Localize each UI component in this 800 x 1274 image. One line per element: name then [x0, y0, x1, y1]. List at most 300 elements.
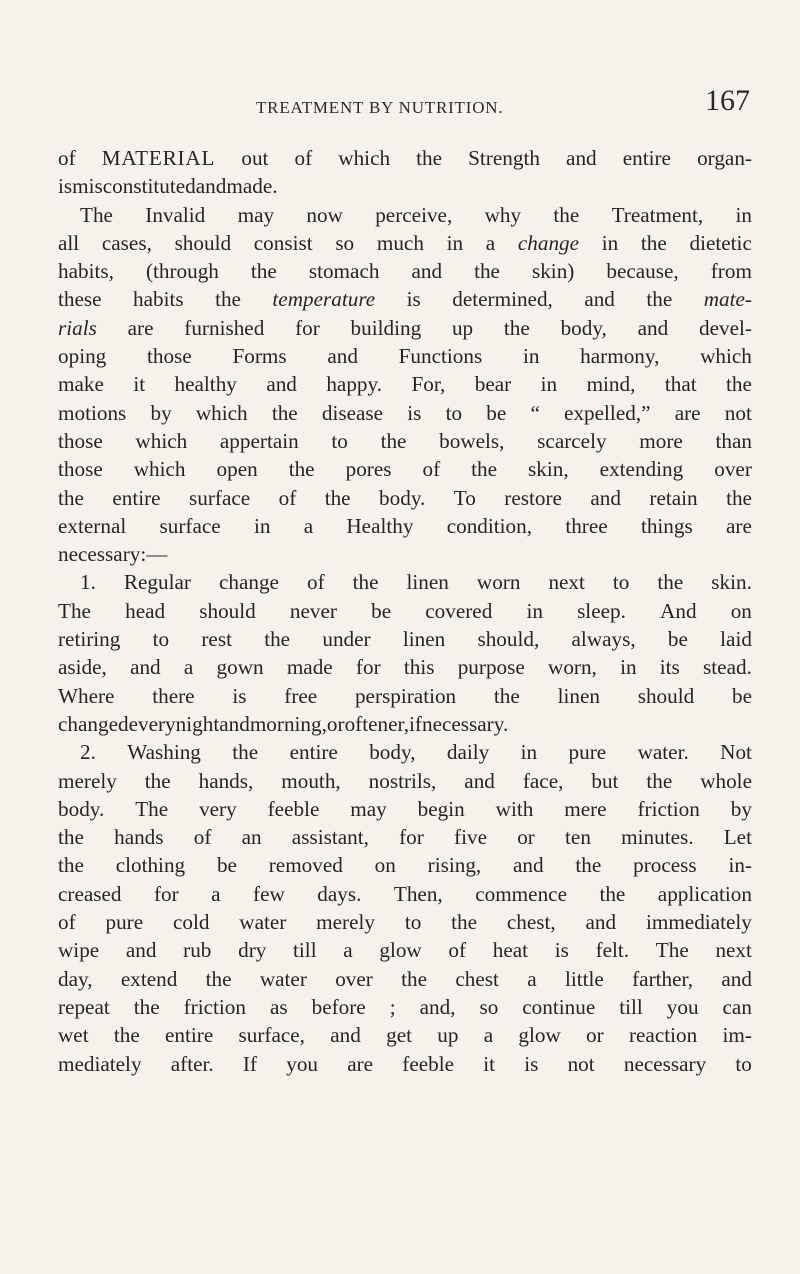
word: those [146, 344, 192, 369]
word: process [633, 853, 697, 878]
word: be [216, 853, 237, 878]
word: there [152, 683, 195, 708]
word: to [445, 400, 463, 425]
word: pure [568, 740, 607, 765]
word: and [195, 174, 227, 199]
word: face, [522, 768, 564, 793]
word: by [150, 400, 172, 425]
word: pure [105, 910, 144, 935]
text-line [58, 484, 752, 512]
word: with [495, 796, 534, 821]
word: next [715, 938, 752, 963]
word: in [601, 230, 619, 255]
word: change [218, 570, 279, 595]
word: extend [120, 966, 178, 991]
word: ten [565, 825, 591, 850]
word: till [619, 994, 643, 1019]
word: worn, [548, 655, 597, 680]
word: body. [58, 796, 105, 821]
word: rub [183, 938, 212, 963]
word: continue [522, 994, 596, 1019]
text-line [58, 399, 752, 427]
word: the [288, 457, 315, 482]
text-line [58, 710, 752, 738]
word: oping [58, 344, 107, 369]
text-line [58, 625, 752, 653]
text-line [58, 512, 752, 540]
word: you [286, 1051, 318, 1076]
word: it [483, 1051, 496, 1076]
word: the [113, 1023, 140, 1048]
word: determined, [452, 287, 553, 312]
word: creased [58, 881, 122, 906]
word: all [58, 230, 80, 255]
word: removed [268, 853, 343, 878]
text-line [58, 257, 752, 285]
word: on [730, 598, 752, 623]
word: friction [637, 796, 700, 821]
word: devel- [698, 315, 752, 340]
word: head [125, 598, 166, 623]
word: which [338, 146, 391, 170]
word: can [722, 994, 752, 1019]
word: constituted [102, 174, 196, 199]
word: building [350, 315, 422, 340]
word: water. [637, 740, 689, 765]
word: or [586, 1023, 604, 1048]
word: linen [406, 570, 449, 595]
word: immediately [645, 910, 752, 935]
word: things [640, 513, 693, 538]
word: the [646, 287, 673, 312]
page-header [58, 82, 750, 132]
word: the [493, 683, 520, 708]
word: is [406, 287, 421, 312]
word: extending [599, 457, 684, 482]
word: and [464, 768, 495, 793]
word: its [659, 655, 680, 680]
word: and [637, 315, 669, 340]
word: days. [317, 881, 362, 906]
word: mere [564, 796, 607, 821]
word: im- [722, 1023, 752, 1048]
word: worn [476, 570, 521, 595]
word: MATERIAL [101, 146, 216, 170]
word: much [376, 230, 424, 255]
word: Strength [468, 146, 540, 170]
word: bowels, [439, 428, 505, 453]
word: made [286, 655, 333, 680]
word: furnished [184, 315, 265, 340]
word: the [58, 853, 84, 878]
page-number: 167 [705, 84, 750, 117]
word: is [524, 1051, 539, 1076]
word: necessary [58, 542, 141, 567]
word: necessary [623, 1051, 707, 1076]
word: bear [474, 372, 512, 397]
word: which [195, 400, 248, 425]
word: disease [321, 400, 384, 425]
text-line [58, 767, 752, 795]
word: but [591, 768, 619, 793]
text-line [58, 342, 752, 370]
word: the [324, 485, 351, 510]
word: after. [170, 1051, 214, 1076]
word: always, [571, 627, 636, 652]
word: morning, [249, 711, 327, 736]
word: Where [58, 683, 115, 708]
word: mouth, [281, 768, 341, 793]
word: of [58, 910, 76, 935]
word: application [657, 881, 752, 906]
word: and [219, 711, 250, 736]
word: linen [557, 683, 600, 708]
text-line [58, 993, 752, 1021]
word: so [479, 994, 499, 1019]
text-line [58, 936, 752, 964]
word: expelled,” [564, 400, 651, 425]
word: external [58, 513, 127, 538]
word: assistant, [291, 825, 369, 850]
word: entire [622, 146, 671, 170]
word: are [674, 400, 701, 425]
running-head: TREATMENT BY NUTRITION. [256, 98, 504, 117]
word: those [58, 457, 103, 482]
word: be [667, 627, 688, 652]
word: the [264, 627, 291, 652]
word: and [513, 853, 544, 878]
word: commence [475, 881, 567, 906]
word: the [58, 825, 84, 850]
text-line [58, 795, 752, 823]
text-line [58, 144, 752, 172]
word: body, [369, 740, 416, 765]
word: heat [492, 938, 529, 963]
word: and [327, 344, 358, 369]
word: a [527, 966, 537, 991]
word: are [726, 513, 752, 538]
word: The [58, 598, 91, 623]
word: day, [58, 966, 93, 991]
word: it [133, 372, 146, 397]
word: Let [723, 825, 752, 850]
word: stomach [308, 259, 380, 284]
word: clothing [115, 853, 186, 878]
word: linen [402, 627, 446, 652]
word: you [666, 994, 699, 1019]
word: for [295, 315, 320, 340]
word: body, [560, 315, 607, 340]
word: motions [58, 400, 127, 425]
word: should [174, 230, 232, 255]
word: should [199, 598, 256, 623]
text-line [58, 314, 752, 342]
word: a [183, 655, 194, 680]
word: out [241, 146, 269, 170]
word: not [567, 1051, 595, 1076]
word: the [503, 315, 530, 340]
word: the [133, 994, 160, 1019]
text-line [58, 427, 752, 455]
word: the [726, 372, 752, 397]
word: in [540, 372, 558, 397]
word: not [724, 400, 752, 425]
word: are [347, 1051, 374, 1076]
word: in- [728, 853, 752, 878]
word: reaction [628, 1023, 698, 1048]
word: the [599, 881, 626, 906]
word: make [58, 372, 104, 397]
word: for [355, 655, 381, 680]
word: of [193, 825, 212, 850]
word: hands [114, 825, 164, 850]
word: habits, [58, 259, 114, 284]
word: : [140, 542, 147, 567]
word: of [306, 570, 325, 595]
word: mate- [703, 287, 752, 312]
word: rising, [427, 853, 482, 878]
word: skin. [711, 570, 752, 595]
word: the [144, 768, 171, 793]
word: covered [425, 598, 493, 623]
word: and [721, 966, 752, 991]
word: five [454, 825, 487, 850]
word: The [80, 202, 113, 227]
word: few [253, 881, 285, 906]
word: (through [145, 259, 219, 284]
word: pores [345, 457, 392, 482]
word: begin [417, 796, 465, 821]
word: the [205, 966, 232, 991]
word: wet [58, 1023, 89, 1048]
word: which [133, 457, 186, 482]
word: to [735, 1051, 752, 1076]
text-line [58, 682, 752, 710]
word: restore [504, 485, 562, 510]
word: “ [530, 400, 540, 425]
word: and [130, 655, 161, 680]
word: the [657, 570, 684, 595]
text-line [58, 568, 752, 596]
word: before [311, 994, 366, 1019]
word: Invalid [145, 202, 206, 227]
word: The [135, 796, 169, 821]
word: surface [189, 485, 251, 510]
word: and [330, 1023, 361, 1048]
word: retain [649, 485, 698, 510]
word: the [416, 146, 443, 170]
word: the [646, 768, 673, 793]
word: stead. [703, 655, 752, 680]
word: condition, [446, 513, 533, 538]
word: 2. [80, 740, 96, 765]
word: organ- [697, 146, 752, 170]
word: free [284, 683, 318, 708]
word: rest [201, 627, 232, 652]
word: And [660, 598, 697, 623]
word: merely [316, 910, 375, 935]
word: which [700, 344, 752, 369]
word: in [520, 740, 538, 765]
word: is [407, 400, 422, 425]
word: appertain [219, 428, 299, 453]
word: more [639, 428, 683, 453]
word: to [612, 570, 630, 595]
word: or [517, 825, 535, 850]
word: to [331, 428, 348, 453]
word: chest [455, 966, 499, 991]
word: surface [159, 513, 221, 538]
word: be [371, 598, 392, 623]
word: and [566, 146, 597, 170]
word: a [211, 881, 221, 906]
word: repeat [58, 994, 110, 1019]
word: change [517, 230, 580, 255]
word: water [259, 966, 307, 991]
word: mind, [586, 372, 636, 397]
word: habits [133, 287, 184, 312]
word: nostrils, [368, 768, 437, 793]
text-line [58, 229, 752, 257]
word: open [216, 457, 258, 482]
word: the [271, 400, 298, 425]
text-line [58, 540, 752, 568]
word: the [380, 428, 407, 453]
text-line [58, 880, 752, 908]
word: skin, [528, 457, 569, 482]
word: surface, [238, 1023, 305, 1048]
word: a [343, 938, 353, 963]
word: a [303, 513, 314, 538]
word: the [553, 202, 580, 227]
text-line [58, 597, 752, 625]
word: cases, [101, 230, 152, 255]
word: is [554, 938, 569, 963]
word: Washing [127, 740, 201, 765]
text-line [58, 965, 752, 993]
word: are [127, 315, 154, 340]
word: dietetic [689, 230, 752, 255]
word: be [732, 683, 752, 708]
word: which [135, 428, 188, 453]
word: of [294, 146, 313, 170]
word: very [199, 796, 237, 821]
text-line [58, 285, 752, 313]
word: in [522, 344, 540, 369]
word: till [293, 938, 317, 963]
body-text [58, 144, 752, 1078]
word: necessary. [421, 711, 509, 736]
word: perceive, [375, 202, 453, 227]
word: Forms [232, 344, 287, 369]
word: chest, [506, 910, 556, 935]
word: ism [58, 174, 89, 199]
text-line [58, 455, 752, 483]
word: little [564, 966, 604, 991]
word: or [326, 711, 345, 736]
word: daily [446, 740, 490, 765]
word: be [486, 400, 507, 425]
word: of [58, 146, 76, 170]
word: glow [518, 1023, 561, 1048]
word: Treatment, [611, 202, 704, 227]
text-line [58, 851, 752, 879]
word: aside, [58, 655, 107, 680]
word: these [58, 287, 102, 312]
word: on [374, 853, 396, 878]
word: and [125, 938, 157, 963]
word: up [437, 1023, 459, 1048]
word: next [548, 570, 585, 595]
word: up [451, 315, 474, 340]
word: why [484, 202, 522, 227]
word: that [664, 372, 697, 397]
word: over [714, 457, 752, 482]
word: dry [238, 938, 267, 963]
word: For, [411, 372, 446, 397]
text-line [58, 370, 752, 398]
word: feeble [402, 1051, 455, 1076]
word: laid [720, 627, 752, 652]
word: this [403, 655, 435, 680]
word: oftener, [344, 711, 410, 736]
text-line [58, 1021, 752, 1049]
word: healthy [174, 372, 237, 397]
word: should [637, 683, 695, 708]
word: entire [165, 1023, 214, 1048]
word: those [58, 428, 103, 453]
word: under [322, 627, 371, 652]
word: is [88, 174, 103, 199]
word: night [175, 711, 220, 736]
word: sleep. [577, 598, 626, 623]
word: ; [389, 994, 396, 1019]
word: friction [183, 994, 246, 1019]
word: of [278, 485, 297, 510]
word: To [453, 485, 476, 510]
word: the [575, 853, 602, 878]
word: happy. [326, 372, 383, 397]
word: should, [477, 627, 540, 652]
word: than [715, 428, 752, 453]
word: The [655, 938, 689, 963]
word: rials [58, 315, 97, 340]
word: entire [289, 740, 338, 765]
word: merely [58, 768, 117, 793]
word: retiring [58, 627, 121, 652]
word: the [401, 966, 428, 991]
word: made. [226, 174, 278, 199]
word: of [448, 938, 467, 963]
word: as [269, 994, 288, 1019]
word: in [446, 230, 464, 255]
word: mediately [58, 1051, 142, 1076]
word: in [253, 513, 271, 538]
word: consist [253, 230, 313, 255]
word: feeble [267, 796, 320, 821]
word: gown [216, 655, 264, 680]
word: entire [112, 485, 161, 510]
word: by [730, 796, 752, 821]
word: wipe [58, 938, 100, 963]
word: and [590, 485, 621, 510]
word: the [451, 910, 478, 935]
word: in [526, 598, 543, 623]
word: in [735, 202, 752, 227]
word: harmony, [580, 344, 660, 369]
word: and, [419, 994, 456, 1019]
word: changed [58, 711, 129, 736]
